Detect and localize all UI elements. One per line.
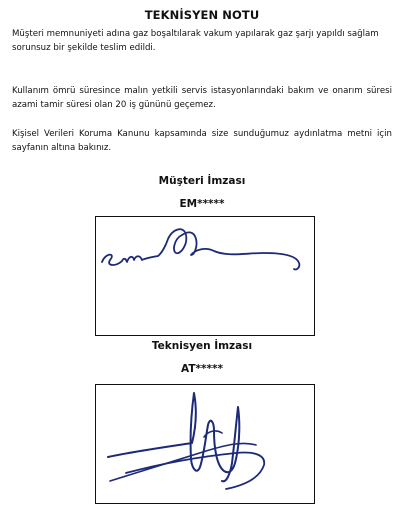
technician-signature-label: Teknisyen İmzası bbox=[151, 340, 253, 352]
technician-masked-name: AT***** bbox=[181, 363, 223, 375]
customer-signature-box bbox=[95, 216, 315, 336]
document-title: TEKNİSYEN NOTU bbox=[144, 8, 260, 22]
technician-note-paragraph: Müşteri memnuniyeti adına gaz boşaltılarak vakum yapılarak gaz şarjı yapıldı sağlam sorunsuz bir şekilde teslim edildi. bbox=[12, 29, 379, 53]
customer-masked-name: EM***** bbox=[179, 198, 225, 210]
customer-signature-label: Müşteri İmzası bbox=[158, 175, 246, 187]
warranty-paragraph: Kullanım ömrü süresince malın yetkili servis istasyonlarındaki bakım ve onarım süresi azami tamir süresi olan 20 iş gününü geçemez. bbox=[12, 86, 392, 110]
customer-signature-image bbox=[96, 217, 314, 335]
technician-signature-box bbox=[95, 384, 315, 504]
technician-signature-image bbox=[96, 385, 314, 503]
privacy-paragraph: Kişisel Verileri Koruma Kanunu kapsamında size sunduğumuz aydınlatma metni için sayfanın altına bakınız. bbox=[12, 129, 392, 153]
